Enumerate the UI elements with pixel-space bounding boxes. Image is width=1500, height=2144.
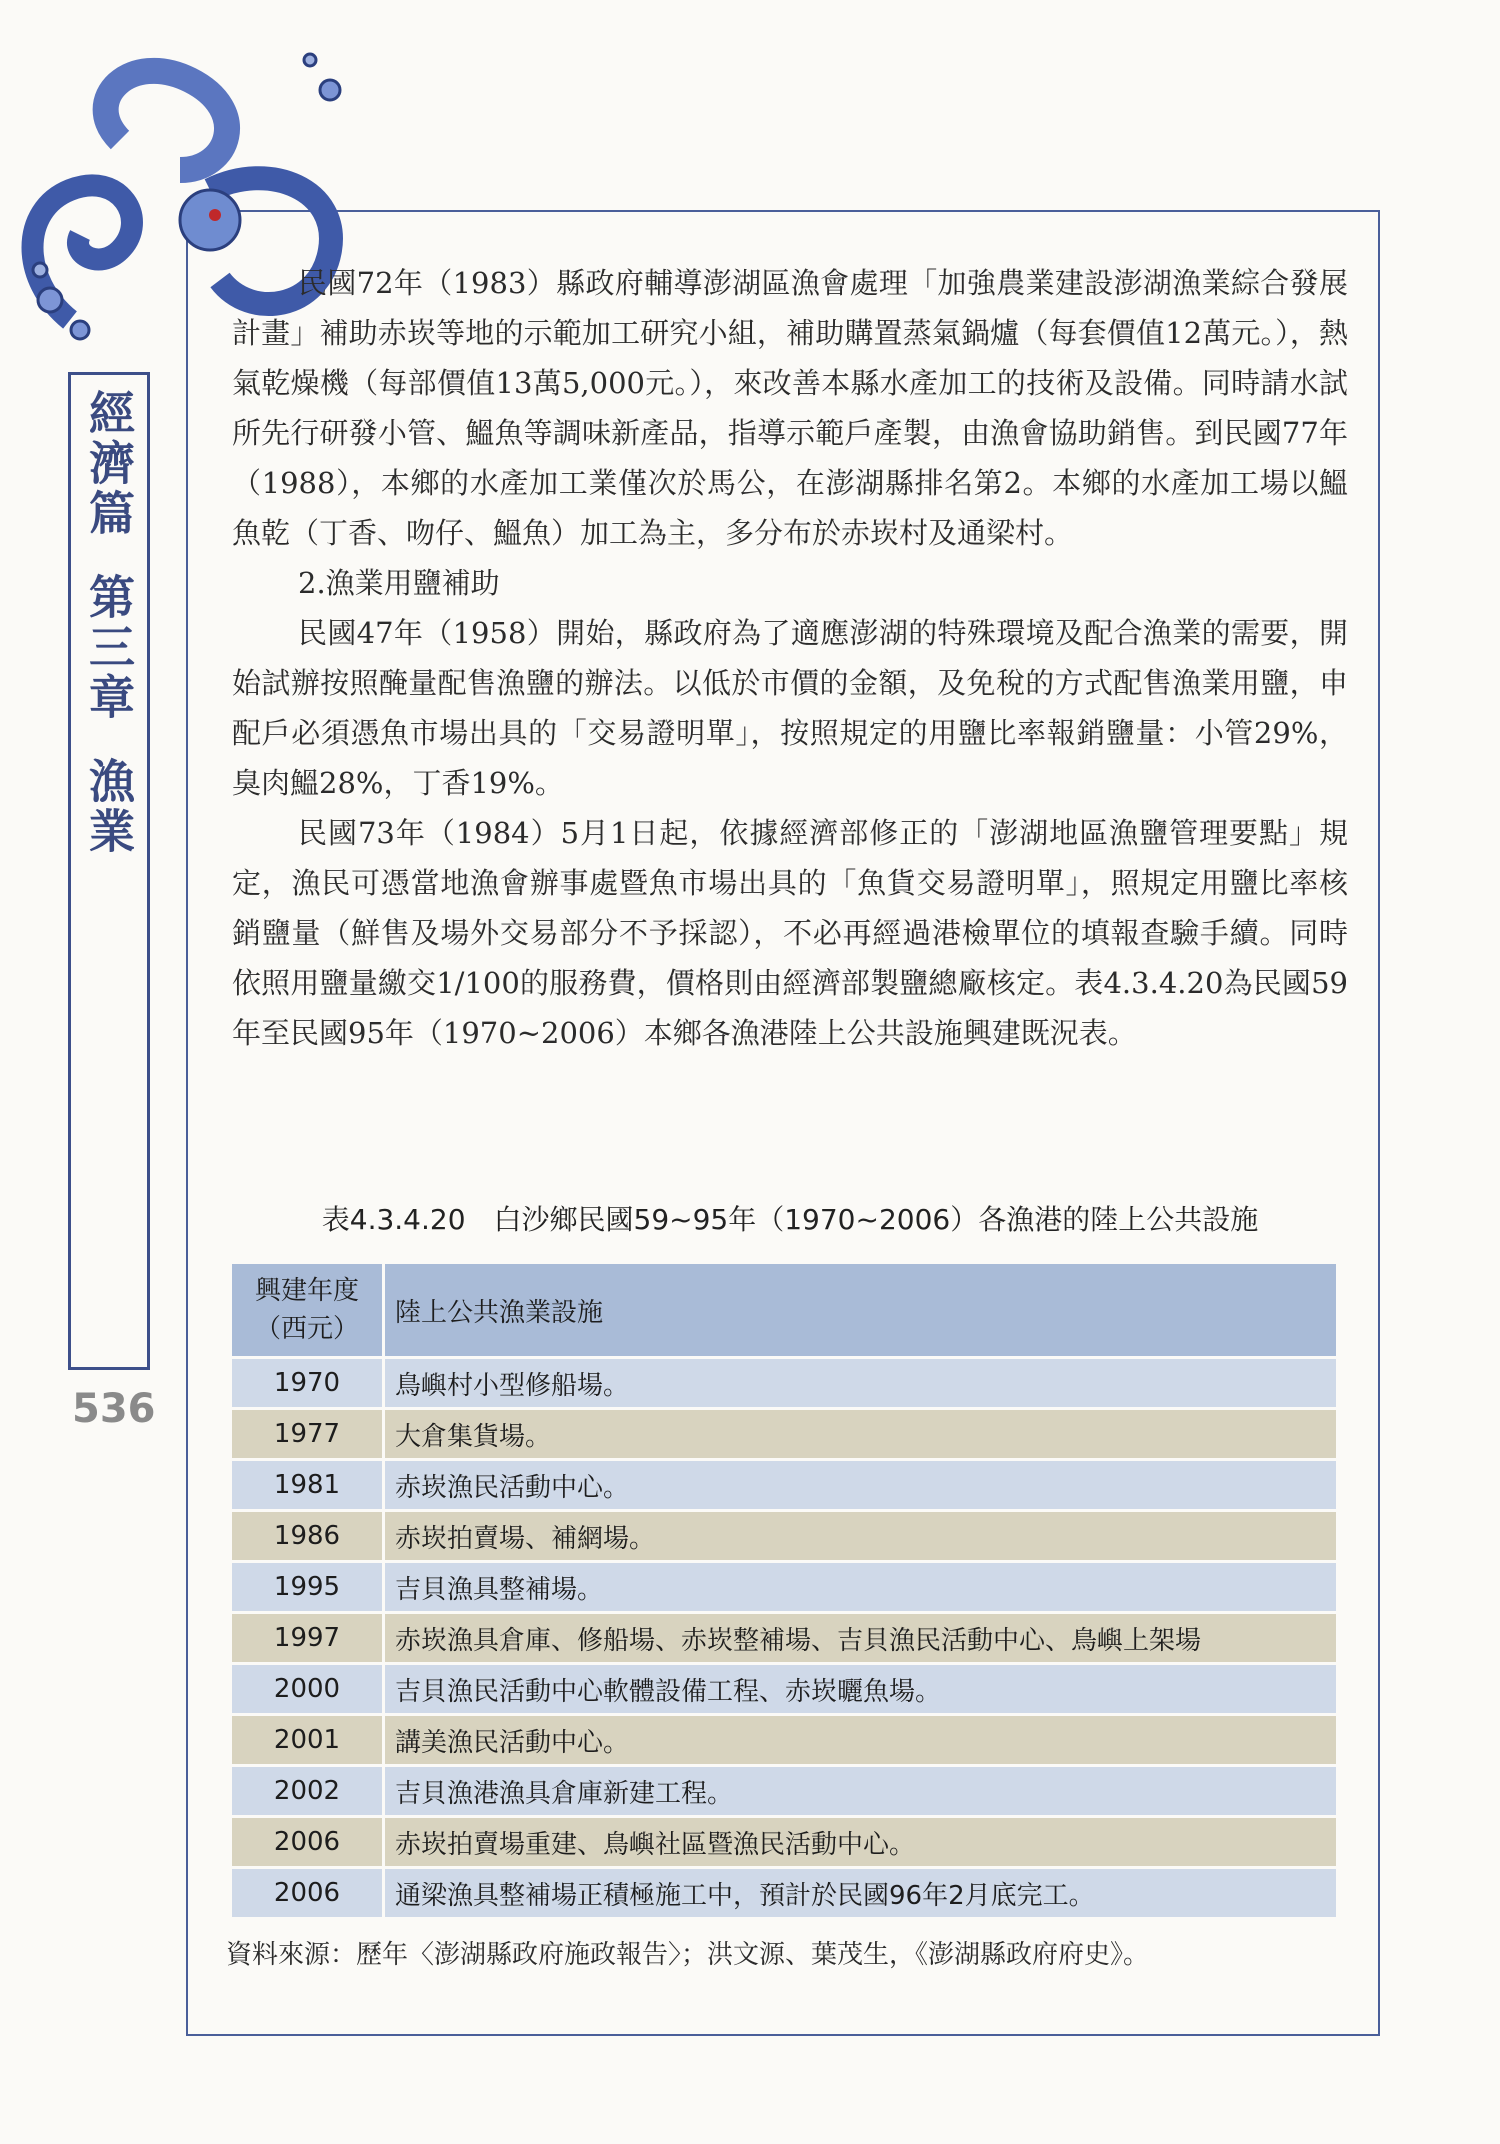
table-source-note: 資料來源：歷年〈澎湖縣政府施政報告〉；洪文源、葉茂生，《澎湖縣政府府史》。	[226, 1940, 1150, 1970]
year-cell: 2001	[232, 1715, 384, 1766]
facility-cell: 大倉集貨場。	[384, 1409, 1337, 1460]
facility-cell: 講美漁民活動中心。	[384, 1715, 1337, 1766]
year-cell: 1995	[232, 1562, 384, 1613]
facility-cell: 通梁漁具整補場正積極施工中，預計於民國96年2月底完工。	[384, 1868, 1337, 1919]
table-row	[232, 1358, 1336, 1409]
body-text	[232, 258, 1348, 1058]
page-number: 536	[72, 1386, 156, 1432]
section-label: 經濟篇	[82, 389, 136, 539]
year-cell: 2002	[232, 1766, 384, 1817]
table-header-row	[232, 1264, 1336, 1358]
facility-column-header: 陸上公共漁業設施	[384, 1264, 1337, 1358]
topic-label: 漁業	[82, 757, 136, 857]
table-row	[232, 1868, 1336, 1919]
facility-cell: 赤崁拍賣場、補網場。	[384, 1511, 1337, 1562]
year-cell: 1977	[232, 1409, 384, 1460]
paragraph: 民國47年（1958）開始，縣政府為了適應澎湖的特殊環境及配合漁業的需要，開始試辦按照醃量配售漁鹽的辦法。以低於市價的金額，及免稅的方式配售漁業用鹽，申配戶必須憑魚市場出具的「交易證明單」，按照規定的用鹽比率報銷鹽量：小管29%，臭肉鰮28%，丁香19%。	[232, 616, 1348, 800]
paragraph: 民國73年（1984）5月1日起，依據經濟部修正的「澎湖地區漁鹽管理要點」規定，漁民可憑當地漁會辦事處暨魚市場出具的「魚貨交易證明單」，照規定用鹽比率核銷鹽量（鮮售及場外交易部分不予採認），不必再經過港檢單位的填報查驗手續。同時依照用鹽量繳交1/100的服務費，價格則由經濟部製鹽總廠核定。表4.3.4.20為民國59年至民國95年（1970~2006）本鄉各漁港陸上公共設施興建既況表。	[232, 816, 1348, 1050]
table-caption: 表4.3.4.20 白沙鄉民國59~95年（1970~2006）各漁港的陸上公共設施	[321, 1203, 1259, 1236]
year-cell: 1997	[232, 1613, 384, 1664]
table-row	[232, 1817, 1336, 1868]
facility-cell: 吉貝漁民活動中心軟體設備工程、赤崁曬魚場。	[384, 1664, 1337, 1715]
facility-cell: 鳥嶼村小型修船場。	[384, 1358, 1337, 1409]
table-row	[232, 1715, 1336, 1766]
side-tab-text	[71, 389, 147, 857]
facility-cell: 吉貝漁具整補場。	[384, 1562, 1337, 1613]
table-row	[232, 1562, 1336, 1613]
year-cell: 2006	[232, 1817, 384, 1868]
facility-cell: 赤崁漁民活動中心。	[384, 1460, 1337, 1511]
year-cell: 1970	[232, 1358, 384, 1409]
facility-cell: 赤崁漁具倉庫、修船場、赤崁整補場、吉貝漁民活動中心、鳥嶼上架場	[384, 1613, 1337, 1664]
year-column-header: 興建年度 （西元）	[232, 1264, 384, 1358]
chapter-label: 第三章	[82, 573, 136, 723]
facility-cell: 吉貝漁港漁具倉庫新建工程。	[384, 1766, 1337, 1817]
facilities-table	[232, 1264, 1336, 1920]
table-row	[232, 1460, 1336, 1511]
table-row	[232, 1664, 1336, 1715]
table-row	[232, 1766, 1336, 1817]
year-cell: 2006	[232, 1868, 384, 1919]
chapter-side-tab	[68, 372, 150, 1370]
facility-cell: 赤崁拍賣場重建、鳥嶼社區暨漁民活動中心。	[384, 1817, 1337, 1868]
year-cell: 2000	[232, 1664, 384, 1715]
table-row	[232, 1409, 1336, 1460]
table-row	[232, 1613, 1336, 1664]
year-cell: 1986	[232, 1511, 384, 1562]
paragraph: 民國72年（1983）縣政府輔導澎湖區漁會處理「加強農業建設澎湖漁業綜合發展計畫」補助赤崁等地的示範加工研究小組，補助購置蒸氣鍋爐（每套價值12萬元。），熱氣乾燥機（每部價值13萬5,000元。），來改善本縣水產加工的技術及設備。同時請水試所先行研發小管、鰮魚等調味新產品，指導示範戶產製，由漁會協助銷售。到民國77年（1988），本鄉的水產加工業僅次於馬公，在澎湖縣排名第2。本鄉的水產加工場以鰮魚乾（丁香、吻仔、鰮魚）加工為主，多分布於赤崁村及通梁村。	[232, 266, 1348, 550]
subheading: 2.漁業用鹽補助	[298, 566, 500, 600]
table-row	[232, 1511, 1336, 1562]
year-cell: 1981	[232, 1460, 384, 1511]
